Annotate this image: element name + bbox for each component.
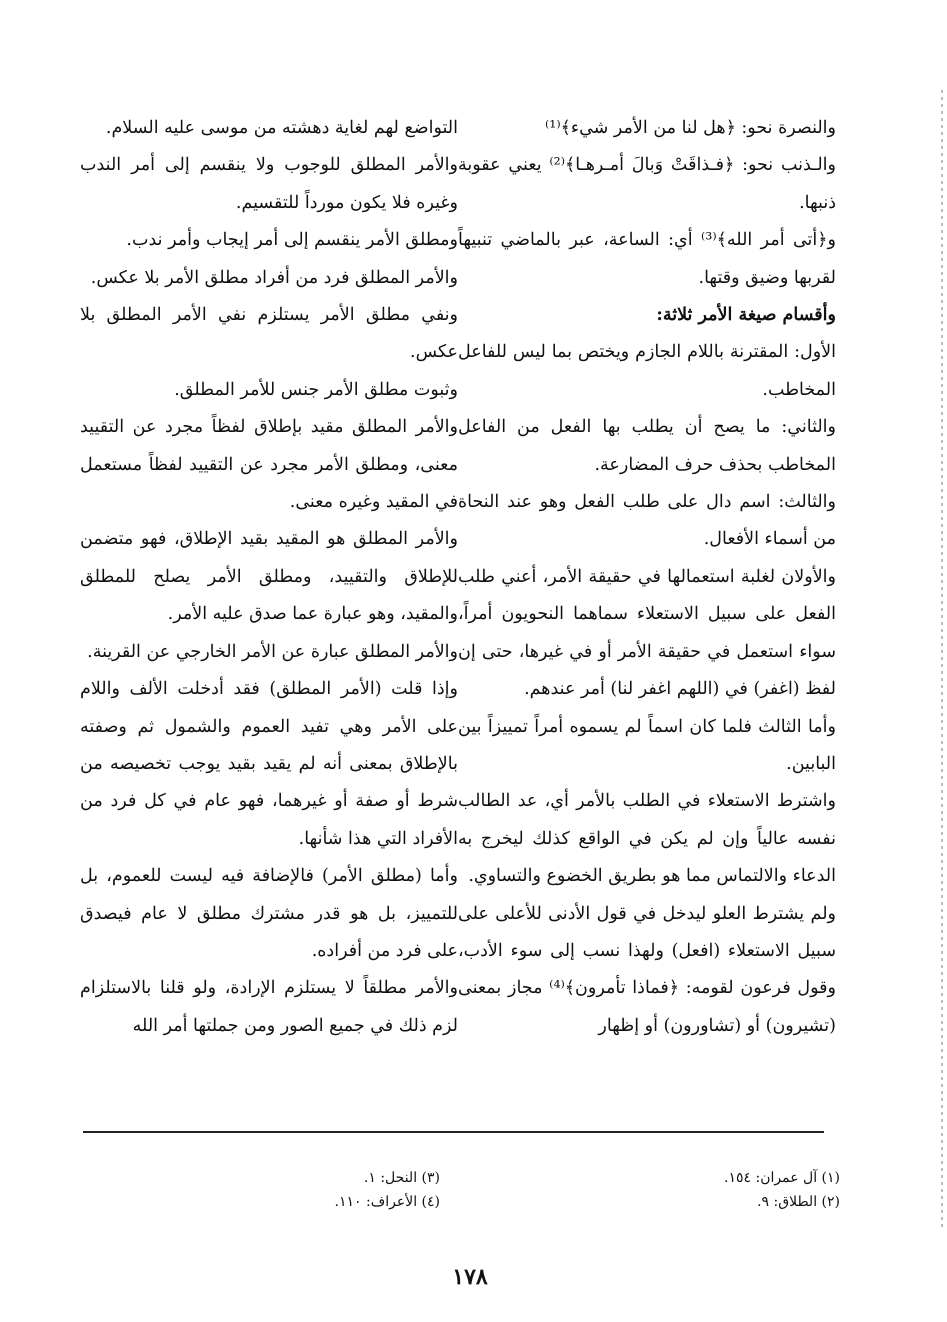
paragraph: والأمر المطلق للوجوب ولا ينقسم إلى أمر الندب وغيره فلا يكون مورداً للتقسيم. xyxy=(80,155,458,213)
right-text-column xyxy=(458,110,836,1045)
paragraph: ومطلق الأمر ينقسم إلى أمر إيجاب وأمر ندب. xyxy=(126,230,458,251)
page-number: ١٧٨ xyxy=(452,1264,488,1290)
paragraph: والأمر المطلق مقيد بإطلاق لفظاً مجرد عن التقييد معنى، ومطلق الأمر مجرد عن التقييد لفظاً مستعمل في المقيد وغيره معنى. xyxy=(80,417,458,513)
paragraph: والـذنب نحو: ﴿فـذاقَتْ وَبالَ أمـرهـا﴾⁽²⁾ يعني عقوبة ذنبها. xyxy=(458,155,836,213)
section-heading: وأقسام صيغة الأمر ثلاثة: xyxy=(656,305,836,326)
footnote: (٣) النحل: ١. xyxy=(363,1170,440,1186)
footnote-separator xyxy=(83,1131,824,1133)
paragraph: والثالث: اسم دال على طلب الفعل وهو عند النحاة من أسماء الأفعال. xyxy=(458,492,836,550)
footnote: (١) آل عمران: ١٥٤. xyxy=(724,1170,840,1186)
paragraph: التواضع لهم لغاية دهشته من موسى عليه السلام. xyxy=(105,118,458,138)
paragraph: والثاني: ما يصح أن يطلب بها الفعل من الفاعل المخاطب بحذف حرف المضارعة. xyxy=(458,417,836,475)
scan-edge-shadow xyxy=(941,90,943,1230)
paragraph: ولم يشترط العلو ليدخل في قول الأدنى للأعلى على سبيل الاستعلاء (افعل) ولهذا نسب إلى سوء الأدب، وقول فرعون لقومه: ﴿فماذا تأمرون﴾⁽⁴⁾ مجاز بمعنى (تشيرون) أو (تشاورون) أو إظهار xyxy=(458,903,836,1036)
paragraph: وأما (مطلق الأمر) فالإضافة فيه ليست للعموم، بل للتمييز، بل هو قدر مشترك مطلق لا عام فيصدق على فرد من أفراده. xyxy=(80,866,458,961)
footnote: (٢) الطلاق: ٩. xyxy=(757,1194,840,1210)
footnote: (٤) الأعراف: ١١٠. xyxy=(334,1194,440,1210)
paragraph: والأمر مطلقاً لا يستلزم الإرادة، ولو قلنا بالاستلزام لزم ذلك في جميع الصور ومن جملتها أمر الله xyxy=(80,978,458,1036)
left-text-column xyxy=(80,110,458,1045)
paragraph: والأولان لغلبة استعمالها في حقيقة الأمر، أعني طلب الفعل على سبيل الاستعلاء سماهما النحويون أمراً، سواء استعمل في حقيقة الأمر أو في غيرها، حتى إن لفظ (اغفر) في (اللهم اغفر لنا) أمر عندهم. xyxy=(458,566,836,700)
paragraph: وأما الثالث فلما كان اسماً لم يسموه أمراً تمييزاً بين البابين. xyxy=(458,716,836,774)
footnotes-left xyxy=(140,1166,440,1214)
paragraph: وإذا قلت (الأمر المطلق) فقد أدخلت الألف واللام على الأمر وهي تفيد العموم والشمول ثم وصفته بالإطلاق بمعنى أنه لم يقيد بقيد يوجب تخصيصه من شرط أو صفة أو غيرهما، فهو عام في كل فرد من الأفراد التي هذا شأنها. xyxy=(80,679,458,849)
paragraph: والأمر المطلق هو المقيد بقيد الإطلاق، فهو متضمن للإطلاق والتقييد، ومطلق الأمر يصلح للمطلق والمقيد، وهو عبارة عما صدق عليه الأمر. xyxy=(80,529,458,625)
paragraph: والنصرة نحو: ﴿هل لنا من الأمر شيء﴾⁽¹⁾ xyxy=(544,118,836,138)
footnotes-right xyxy=(520,1166,840,1214)
paragraph: وثبوت مطلق الأمر جنس للأمر المطلق. xyxy=(174,379,458,400)
paragraph: الأول: المقترنة باللام الجازم ويختص بما ليس للفاعل المخاطب. xyxy=(458,342,836,400)
paragraph: والأمر المطلق فرد من أفراد مطلق الأمر بلا عكس. xyxy=(90,267,458,288)
paragraph: واشترط الاستعلاء في الطلب بالأمر أي، عد الطالب نفسه عالياً وإن لم يكن في الواقع كذلك ليخرج به الدعاء والالتماس مما هو بطريق الخضوع والتساوي. xyxy=(458,791,836,887)
paragraph: والأمر المطلق عبارة عن الأمر الخارجي عن القرينة. xyxy=(87,641,458,662)
paragraph: ونفي مطلق الأمر يستلزم نفي الأمر المطلق بلا عكس. xyxy=(80,305,458,363)
paragraph: و﴿أتى أمر الله﴾⁽³⁾ أي: الساعة، عبر بالماضي تنبيهاً لقربها وضيق وقتها. xyxy=(458,230,836,288)
